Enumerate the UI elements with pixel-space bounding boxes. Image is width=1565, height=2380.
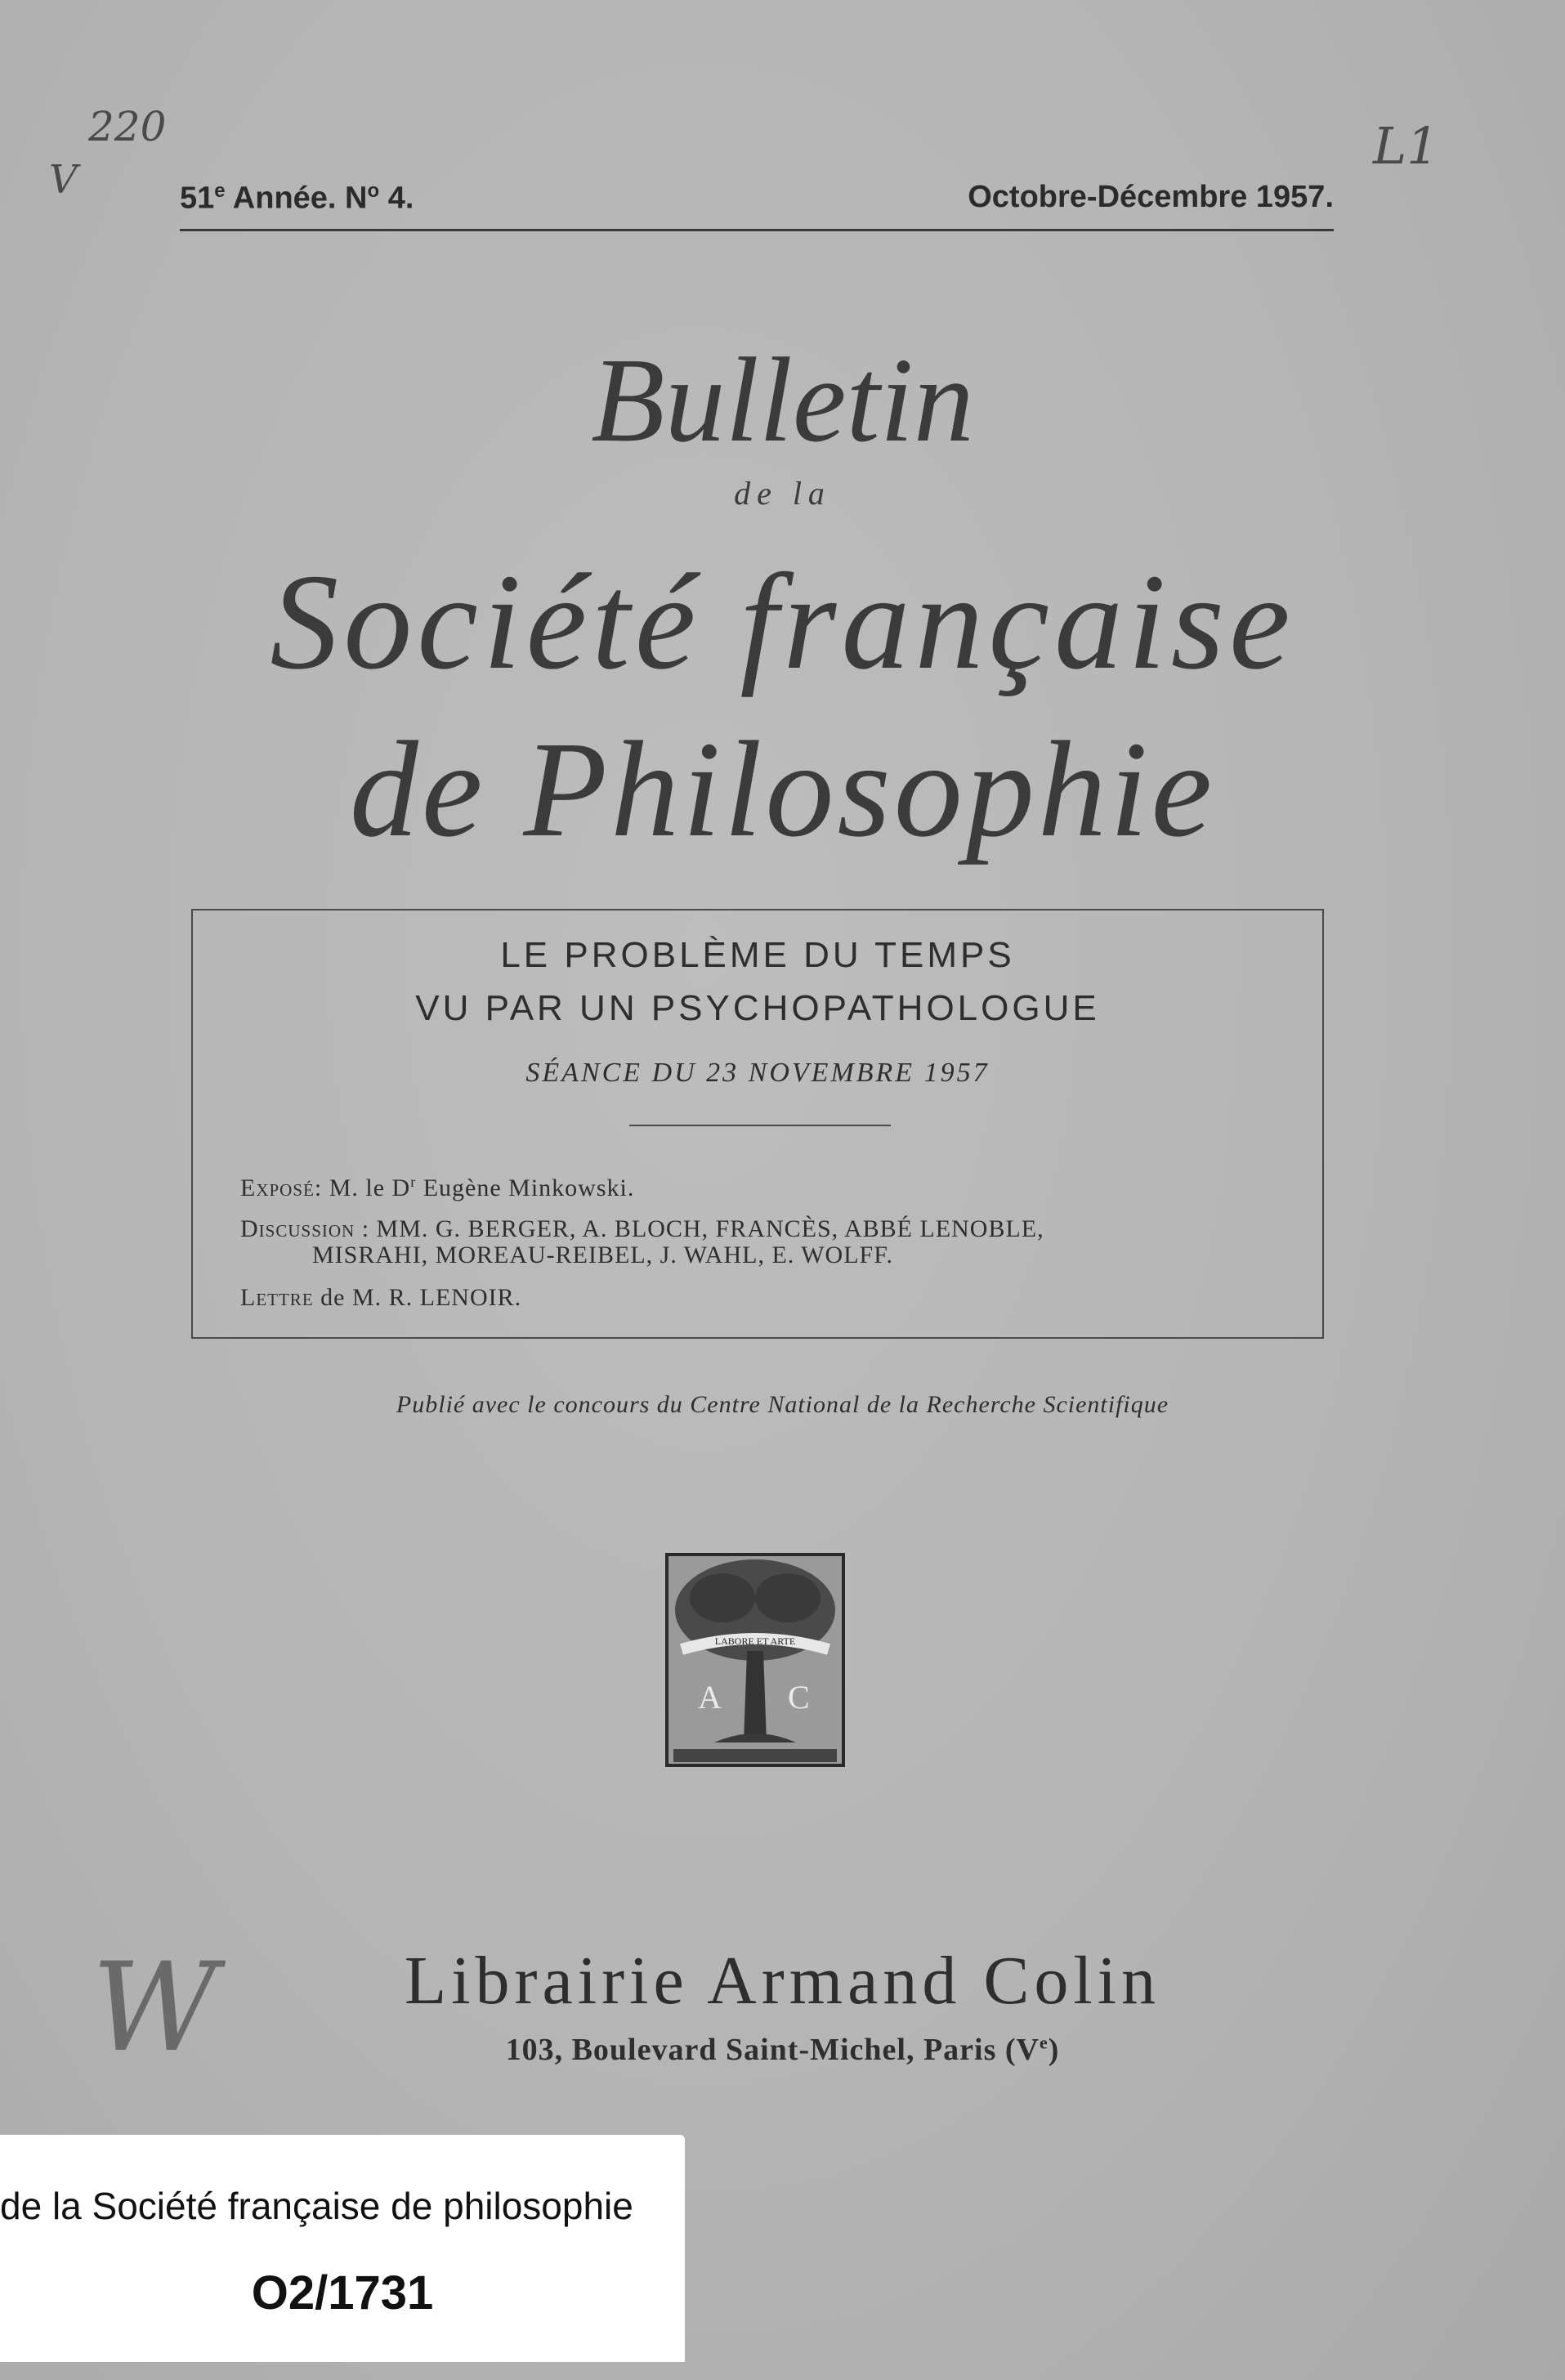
publisher-name: Librairie Armand Colin: [404, 1943, 1161, 2019]
session-box: [191, 909, 1324, 1339]
title-philosophie: de Philosophie: [349, 714, 1216, 866]
discussion-line: Discussion : MM. G. BERGER, A. BLOCH, FRANCÈS, ABBÉ LENOBLE,: [240, 1215, 1044, 1242]
library-shelf-label: [0, 2135, 685, 2362]
label-call-number: O2/1731: [251, 2266, 434, 2320]
emblem-motto: LABORE ET ARTE: [714, 1635, 796, 1647]
label-collection-title: de la Société française de philosophie: [0, 2185, 633, 2227]
subject-line-2: VU PAR UN PSYCHOPATHOLOGUE: [415, 988, 1100, 1028]
publisher-emblem: [665, 1553, 845, 1767]
subject-line-1: LE PROBLÈME DU TEMPS: [500, 935, 1015, 975]
title-societe: Société française: [270, 546, 1295, 698]
title-bulletin: Bulletin: [591, 333, 974, 468]
handwritten-number: 220: [88, 103, 167, 150]
seance-date: SÉANCE DU 23 NOVEMBRE 1957: [525, 1058, 990, 1088]
box-divider: [629, 1125, 891, 1126]
expose-line: Exposé: M. le $D^r$ Eugène Minkowski.: [240, 1174, 635, 1201]
emblem-letter-a: A: [698, 1679, 722, 1716]
lettre-line: Lettre de M. R. LENOIR.: [240, 1284, 522, 1311]
emblem-letter-c: C: [788, 1679, 810, 1716]
issue-year-number: 51e Année. $N^o$ 4.: [180, 180, 414, 216]
issue-period: Octobre-Décembre 1957.: [968, 180, 1334, 214]
publisher-address: 103, Boulevard Saint-Michel, Paris (Ve): [505, 2032, 1060, 2067]
handwritten-corner-mark: L1: [1373, 116, 1439, 176]
title-de-la: de la: [734, 475, 831, 512]
handwritten-check: V: [49, 157, 78, 203]
header-rule: [180, 229, 1334, 231]
discussion-line-2: MISRAHI, MOREAU-REIBEL, J. WAHL, E. WOLFF.: [312, 1241, 893, 1268]
handwritten-margin-mark: W: [92, 1937, 218, 2079]
publication-credit: Publié avec le concours du Centre National de la Recherche Scientifique: [396, 1391, 1169, 1418]
